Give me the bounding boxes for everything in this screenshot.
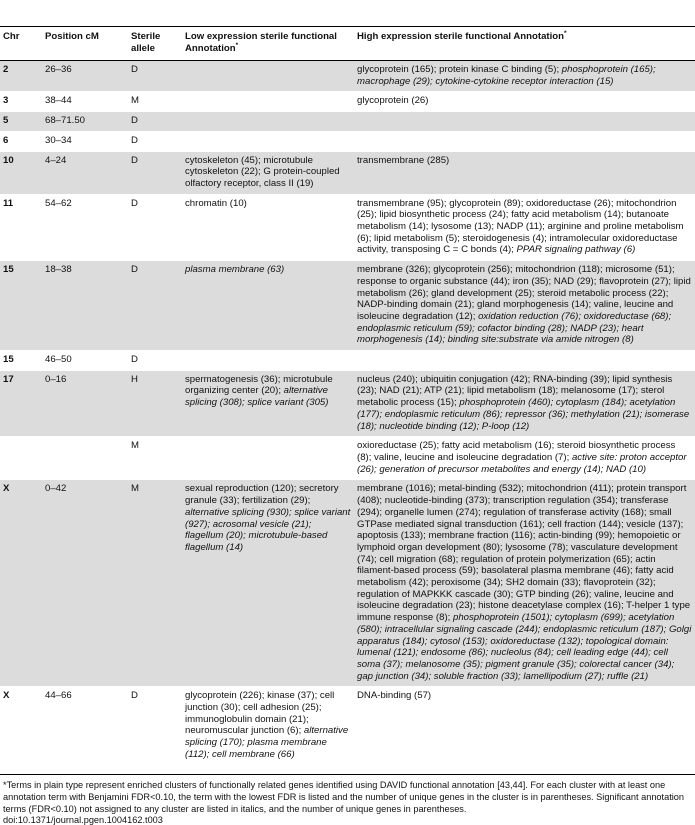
header-row	[0, 27, 695, 61]
header-chr: Chr	[3, 31, 20, 42]
cell-position: 26–36	[42, 61, 128, 92]
cell-chr: 5	[0, 112, 42, 132]
cell-sterile-allele: D	[128, 261, 182, 351]
cell-low-annotation: spermatogenesis (36); microtubule organizing center (20); alternative splicing (308); splice variant (305)	[182, 370, 354, 437]
cell-position: 38–44	[45, 95, 72, 107]
cell-chr: 15	[0, 261, 42, 351]
cell-position: 4–24	[42, 151, 128, 194]
cell-sterile-allele: M	[131, 95, 139, 107]
header-sterile-allele: Sterile allele	[131, 31, 161, 54]
table-row	[0, 151, 695, 194]
cell-high-annotation: glycoprotein (165); protein kinase C binding (5); phosphoprotein (165); macrophage (29); cytokine-cytokine receptor interaction (15)	[354, 61, 695, 92]
table-row	[0, 437, 695, 480]
cell-sterile-allele: H	[128, 370, 182, 437]
cell-position: 0–16	[42, 370, 128, 437]
cell-sterile-allele: D	[131, 197, 138, 209]
cell-low-annotation: cytoskeleton (45); microtubule cytoskeleton (22); G protein-coupled olfactory receptor, class II (19)	[182, 151, 354, 194]
cell-chr	[0, 437, 42, 480]
cell-high-annotation	[354, 112, 695, 132]
table-row	[0, 687, 695, 765]
annotation-table	[0, 27, 695, 766]
table-top-space	[0, 0, 695, 26]
cell-low-annotation	[182, 61, 354, 92]
cell-high-annotation: transmembrane (95); glycoprotein (89); oxidoreductase (26); mitochondrion (25); lipid biosynthetic process (24); fatty acid metabolism (14); butanoate metabolism (14); lysosome (13); NADP (11); arginine and proline metabolism (6); lipid metabolism (5); steroidogenesis (4); intramolecular oxidoreductase activity, transposing C = C bonds (4); PPAR signaling pathway (6)	[357, 197, 684, 256]
table-row	[0, 92, 695, 112]
cell-sterile-allele: D	[128, 112, 182, 132]
table-row	[0, 351, 695, 371]
cell-low-annotation	[182, 131, 354, 151]
cell-position: 54–62	[45, 197, 72, 209]
cell-high-annotation: oxioreductase (25); fatty acid metabolism (16); steroid biosynthetic process (8); valine, leucine and isoleucine degradation (7); active site: proton acceptor (26); generation of precursor metabolites and energy (14); NAD (10)	[357, 440, 687, 475]
cell-position: 68–71.50	[42, 112, 128, 132]
cell-chr: X	[3, 690, 10, 702]
cell-sterile-allele: D	[131, 354, 138, 366]
cell-high-annotation: glycoprotein (26)	[357, 95, 429, 107]
bottom-rule	[0, 774, 695, 775]
cell-sterile-allele: M	[131, 440, 139, 452]
cell-low-annotation: chromatin (10)	[185, 197, 247, 209]
cell-high-annotation	[354, 131, 695, 151]
table-row	[0, 112, 695, 132]
cell-low-annotation: sexual reproduction (120); secretory granule (33); fertilization (29); alternative splicing (930); splice variant (927); acrosomal vesicle (21); flagellum (20); microtubule-based flagellum (14)	[182, 480, 354, 687]
table-row	[0, 194, 695, 261]
cell-high-annotation	[354, 351, 695, 371]
cell-sterile-allele: D	[131, 690, 138, 702]
table-row	[0, 370, 695, 437]
cell-high-annotation: membrane (326); glycoprotein (256); mitochondrion (118); microsome (51); response to organic substance (44); iron (35); NAD (29); flavoprotein (27); lipid metabolism (26); gland development (25); steroid metabolic process (22); NADP-binding domain (21); gland morphogenesis (14); valine, leucine and isoleucine degradation (12); oxidation reduction (76); oxidoreductase (68); endoplasmic reticulum (59); cofactor binding (28); NADP (23); heart morphogenesis (14); binding site:substrate via amide nitrogen (8)	[354, 261, 695, 351]
header-position: Position cM	[45, 31, 99, 42]
cell-sterile-allele: D	[128, 61, 182, 92]
cell-sterile-allele: D	[128, 151, 182, 194]
table-body	[0, 61, 695, 766]
table-row	[0, 480, 695, 687]
cell-position: 18–38	[42, 261, 128, 351]
cell-low-annotation	[182, 351, 354, 371]
cell-low-annotation: plasma membrane (63)	[182, 261, 354, 351]
table-row	[0, 61, 695, 92]
doi: doi:10.1371/journal.pgen.1004162.t003	[3, 815, 163, 825]
cell-low-annotation	[182, 92, 354, 112]
cell-chr: 10	[0, 151, 42, 194]
cell-chr: 3	[3, 95, 9, 107]
header-low-expression: Low expression sterile functional Annotation*	[185, 31, 337, 54]
footnote: *Terms in plain type represent enriched clusters of functionally related genes identified using DAVID functional annotation [43,44]. For each cluster with at least one annotation term with Benjamini FDR<0.10, the term with the lowest FDR is listed and the number of unique genes in the cluster is in parentheses. Significant annotation terms (FDR<0.10) not assigned to any cluster are listed in italics, and the number of unique genes in parentheses.	[3, 780, 685, 814]
cell-chr: 17	[0, 370, 42, 437]
cell-low-annotation	[182, 112, 354, 132]
cell-high-annotation: nucleus (240); ubiquitin conjugation (42); RNA-binding (39); lipid synthesis (23); NAD (21); ATP (21); lipid metabolism (18); melanosome (17); sterol metabolic process (15); phosphoprotein (460); cytoplasm (184); acetylation (177); endoplasmic reticulum (86); repressor (36); methylation (21); isomerase (18); nucleotide binding (12); P-loop (12)	[354, 370, 695, 437]
table-row	[0, 131, 695, 151]
cell-chr: 15	[3, 354, 14, 366]
cell-low-annotation: glycoprotein (226); kinase (37); cell junction (30); cell adhesion (25); immunoglobulin domain (21); neuromuscular junction (6); alternative splicing (170); plasma membrane (112); cell membrane (66)	[185, 690, 349, 760]
cell-position: 46–50	[45, 354, 72, 366]
table-row	[0, 261, 695, 351]
cell-high-annotation: DNA-binding (57)	[357, 690, 432, 702]
cell-sterile-allele: M	[128, 480, 182, 687]
cell-chr: 11	[3, 197, 14, 209]
cell-sterile-allele: D	[131, 134, 138, 146]
cell-low-annotation	[182, 437, 354, 480]
cell-chr: 2	[0, 61, 42, 92]
cell-chr: X	[0, 480, 42, 687]
cell-high-annotation: transmembrane (285)	[354, 151, 695, 194]
cell-high-annotation: membrane (1016); metal-binding (532); mitochondrion (411); protein transport (408); nucleotide-binding (373); transcription regulation (354); transferase (294); organelle lumen (274); regulation of transferase activity (168); small GTPase mediated signal transduction (161); cell fraction (144); vesicle (137); apoptosis (133); membrane fraction (116); actin-binding (99); hemopoietic or lymphoid organ development (80); lysosome (78); vasculature development (74); cell migration (68); regulation of protein polymerization (65); actin filament-based process (59); basolateral plasma membrane (46); fatty acid metabolism (42); peroxisome (34); SH2 domain (33); flavoprotein (32); regulation of MAPKKK cascade (30); GTP binding (26); valine, leucine and isoleucine degradation (23); histone deacetylase complex (16); T-helper 1 type immune response (8); phosphoprotein (1501); cytoplasm (699); acetylation (580); intracellular signaling cascade (244); endoplasmic reticulum (187); Golgi apparatus (184); cytosol (153); oxidoreductase (132); topological domain: lumenal (121); endosome (86); nucleolus (84); cell leading edge (44); cell soma (37); melanosome (35); pigment granule (35); colorectal cancer (34); gap junction (34); soluble fraction (33); lamellipodium (27); ruffle (21)	[354, 480, 695, 687]
header-high-expression: High expression sterile functional Annotation*	[357, 29, 567, 42]
cell-chr: 6	[3, 134, 9, 146]
cell-position: 30–34	[45, 134, 72, 146]
cell-position	[42, 437, 128, 480]
cell-position: 0–42	[42, 480, 128, 687]
cell-position: 44–66	[45, 690, 72, 702]
